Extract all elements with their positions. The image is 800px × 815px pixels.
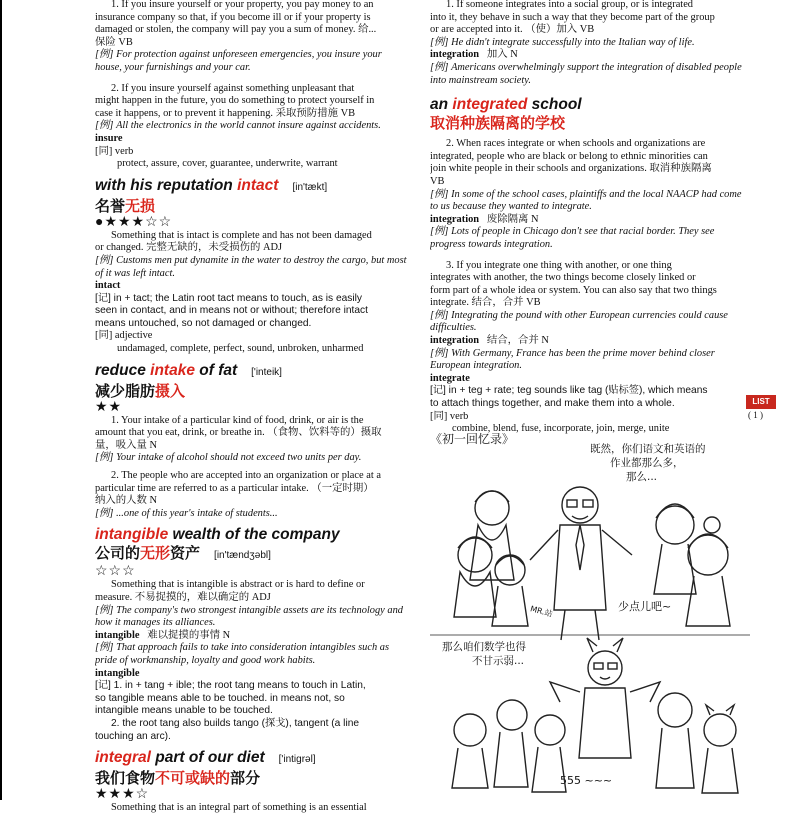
word-form: intangible 难以捉摸的事情 N xyxy=(95,629,231,641)
def-line: integrates with another, the two things become closely linked or xyxy=(430,272,696,284)
def-line: 2. The people who are accepted into an organization or place at a xyxy=(111,470,381,482)
example: [例] Americans overwhelmingly support the integration of disabled people into mainstream society. xyxy=(430,61,742,86)
memory-note: [记] in + tact; the Latin root tact means to touch, as is easily xyxy=(95,292,362,304)
keyword: integral xyxy=(95,749,151,767)
example: [例] In some of the school cases, plaintiffs and the local NAACP had come to us because they wanted to integrate. xyxy=(430,188,742,213)
rating-stars: ★★★☆ xyxy=(95,787,150,803)
example: [例] All the electronics in the world cannot insure against accidents. xyxy=(95,120,381,132)
synonyms: combine, blend, fuse, incorporate, join, merge, unite xyxy=(452,423,670,435)
phrase-heading: integral part of our diet ['intigrəl] xyxy=(95,749,316,767)
def-line: form part of a whole idea or system. You can also say that two things xyxy=(430,284,717,296)
cartoon-drawing xyxy=(430,430,750,800)
memory-note: 2. the root tang also builds tango (探戈), tangent (a line xyxy=(111,717,360,729)
def-line: Something that is intangible is abstract or is hard to define or xyxy=(111,579,365,591)
entry-intangible xyxy=(95,525,407,743)
keyword: intact xyxy=(237,176,279,194)
left-column xyxy=(95,0,407,815)
def-line: amount that you eat, drink, or breathe in. （食物、饮料等的）摄取 xyxy=(95,427,382,439)
page-edge-line xyxy=(0,0,2,800)
students-right xyxy=(654,504,730,626)
synonyms: protect, assure, cover, guarantee, underwrite, warrant xyxy=(117,158,338,170)
def-line: integrated, people who are black or belong to ethnic minorities can xyxy=(430,150,708,162)
entry-insure-2 xyxy=(95,83,407,171)
students-bottom xyxy=(452,693,738,793)
example: [例] Your intake of alcohol should not exceed two units per day. xyxy=(95,452,362,464)
def-line: damaged or stolen, the company will pay you a sum of money. 给... xyxy=(95,24,377,36)
speech-bubble-teacher: 既然，你们语文和英语的 作业都那么多， 那么... xyxy=(590,443,706,483)
phonetic: [in'tækt] xyxy=(292,181,328,193)
def-line: integrate. 结合，合并 VB xyxy=(430,297,541,309)
list-number: ( 1 ) xyxy=(748,410,763,420)
example: [例] He didn't integrate successfully into the Italian way of life. xyxy=(430,36,695,48)
def-line: particular time are referred to as a particular intake. （一定时期） xyxy=(95,482,374,494)
word-form: integrate xyxy=(430,372,470,384)
example: [例] For protection against unforeseen emergencies, you insure your house, your furnishings and your car. xyxy=(95,49,382,73)
def-line: case it happens, or to prevent it happening. 采取预防措施 VB xyxy=(95,107,356,119)
example: [例] Integrating the pound with other European currencies could cause difficulties. xyxy=(430,309,728,334)
entry-integral xyxy=(95,748,407,815)
chinese-heading: 名誉无损 xyxy=(95,196,156,215)
def-line: 1. If someone integrates into a social group, or is integrated xyxy=(446,0,693,10)
keyword: intake xyxy=(150,361,195,379)
def-line: 纳入的人数 N xyxy=(95,495,158,507)
cartoon-illustration xyxy=(430,430,750,800)
phonetic: [in'tændʒəbl] xyxy=(214,550,271,562)
synonym-label: [同] adjective xyxy=(95,330,153,342)
phonetic: ['inteik] xyxy=(251,366,282,378)
def-line: join white people in their schools and organizations. 取消种族隔离 xyxy=(430,163,712,175)
word-form: intact xyxy=(95,280,121,292)
pos-tag: 保险 VB xyxy=(95,36,133,48)
right-column xyxy=(430,0,748,436)
example: [例] ...one of this year's intake of students... xyxy=(95,507,278,519)
example: [例] With Germany, France has been the prime mover behind closer European integration. xyxy=(430,347,715,372)
def-line: Something that is an integral part of something is an essential xyxy=(111,802,367,814)
def-line: measure. 不易捉摸的，难以确定的 ADJ xyxy=(95,592,271,603)
def-line: might happen in the future, you do something to protect yourself in xyxy=(95,95,375,107)
def-line: insurance company so that, if you become ill or if your property is xyxy=(95,11,371,23)
chinese-heading: 我们食物不可或缺的部分 xyxy=(95,769,261,788)
cartoon-title: 《初一回忆录》 xyxy=(430,432,515,446)
entry-integrated xyxy=(430,95,748,251)
signature: MR.站 xyxy=(529,604,554,619)
def-line: or changed. 完整无缺的，未受损伤的 ADJ xyxy=(95,242,283,254)
chinese-heading: 公司的无形资产 [in'tændʒəbl] xyxy=(95,544,271,563)
memory-note: seen in contact, and in means not or without; therefore intact xyxy=(95,305,368,317)
def-line: VB xyxy=(430,175,445,187)
keyword: integrated xyxy=(452,96,528,114)
def-line: 量，吸入量 N xyxy=(95,439,158,451)
phrase-heading: intangible wealth of the company xyxy=(95,526,340,544)
rating-stars: ☆☆☆ xyxy=(95,564,136,580)
students-left xyxy=(454,491,528,626)
phonetic: ['intigrəl] xyxy=(278,754,316,766)
synonyms: undamaged, complete, perfect, sound, unbroken, unharmed xyxy=(117,343,364,355)
example: [例] Lots of people in Chicago don't see that racial border. They see progress towards integration. xyxy=(430,226,715,250)
memory-note: [记] 1. in + tang + ible; the root tang means to touch in Latin, xyxy=(95,680,366,692)
rating-stars: ★★ xyxy=(95,399,123,415)
crying-text: 555 ~~~ xyxy=(560,774,613,787)
memory-note: means untouched, so not damaged or changed. xyxy=(95,317,312,329)
synonym-label: [同] verb xyxy=(95,145,134,157)
def-line: 1. Your intake of a particular kind of food, drink, or air is the xyxy=(111,414,364,426)
def-line: 2. When races integrate or when schools and organizations are xyxy=(446,138,706,150)
memory-note: [记] in + teg + rate; teg sounds like tag (贴标签), which means xyxy=(430,385,708,397)
chinese-heading: 减少脂肪摄入 xyxy=(95,381,186,400)
word-form: integration 结合，合并 N xyxy=(430,335,549,347)
def-line: into it, they behave in such a way that they become part of the group xyxy=(430,11,715,23)
phrase-heading: an integrated school xyxy=(430,96,582,114)
memory-note: touching an arc). xyxy=(95,730,171,742)
entry-insure-1 xyxy=(95,0,407,75)
def-line: or are accepted into it. （使）加入 VB xyxy=(430,24,595,36)
rating-stars: ●★★★☆☆ xyxy=(95,214,173,230)
word-form: insure xyxy=(95,132,123,144)
teacher-figure xyxy=(530,487,632,640)
word-form: intangible xyxy=(95,667,140,679)
speech-bubble-math-teacher: 那么咱们数学也得 不甘示弱... xyxy=(442,641,526,667)
speech-bubble-student: 少点儿吧~ xyxy=(618,600,672,613)
example: [例] That approach fails to take into consideration intangibles such as pride of workmanship, loyalty and good work habits. xyxy=(95,642,390,666)
chinese-heading: 取消种族隔离的学校 xyxy=(430,114,566,133)
example: [例] Customs men put dynamite in the water to destroy the cargo, but most of it was left intact. xyxy=(95,254,407,279)
word-form: integration 加入 N xyxy=(430,49,518,61)
entry-integrate-1 xyxy=(430,0,748,87)
memory-note: to attach things together, and make them into a whole. xyxy=(430,398,675,410)
phrase-heading: with his reputation intact [in'tækt] xyxy=(95,176,328,194)
entry-intake xyxy=(95,361,407,521)
phrase-heading: reduce intake of fat ['inteik] xyxy=(95,361,282,379)
entry-intact xyxy=(95,176,407,356)
example: [例] The company's two strongest intangible assets are its technology and how it manages its alliances. xyxy=(95,604,403,629)
def-line: 3. If you integrate one thing with another, or one thing xyxy=(446,259,672,271)
list-tab: LIST xyxy=(746,395,776,409)
def-line: Something that is intact is complete and has not been damaged xyxy=(111,229,372,241)
memory-note: intangible means unable to be touched. xyxy=(95,705,273,717)
def-line: 2. If you insure yourself against something unpleasant that xyxy=(111,82,355,94)
memory-note: so tangible means able to be touched. in means not, so xyxy=(95,692,345,704)
keyword: intangible xyxy=(95,526,169,544)
word-form: integration 废除隔离 N xyxy=(430,213,539,225)
entry-integrate-3 xyxy=(430,260,748,436)
def-line: 1. If you insure yourself or your property, you pay money to an xyxy=(111,0,374,10)
devil-teacher-figure xyxy=(550,638,660,758)
synonym-label: [同] verb xyxy=(430,410,469,422)
